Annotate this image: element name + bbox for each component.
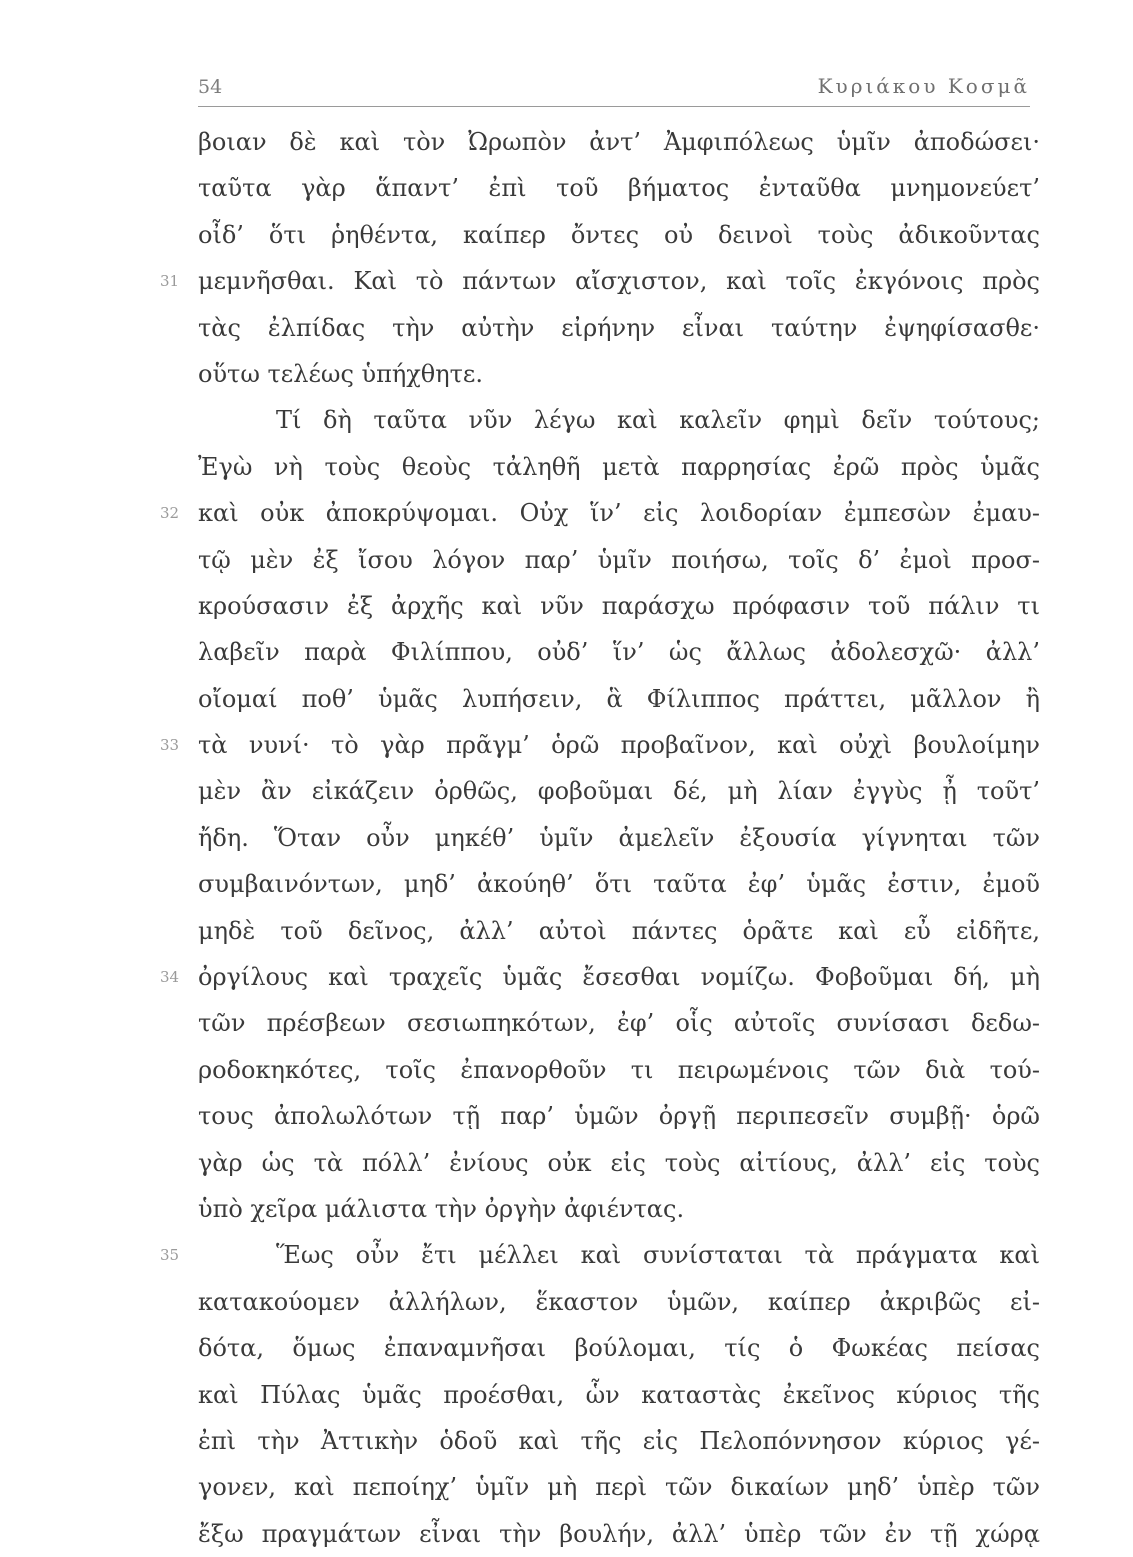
line-text: μεμνῆσθαι. Καὶ τὸ πάντων αἴσχιστον, καὶ τοῖς ἐκγόνοις πρὸς — [198, 267, 1040, 296]
line-text: οἶδ’ ὅτι ῥηθέντα, καίπερ ὄντες οὐ δεινοὶ τοὺς ἀδικοῦντας — [198, 220, 1040, 249]
section-number: 32 — [160, 504, 180, 523]
text-line — [198, 1464, 1040, 1510]
text-line — [198, 305, 1040, 351]
line-text: τὰ νυνί· τὸ γὰρ πρᾶγμ’ ὁρῶ προβαῖνον, καὶ οὐχὶ βουλοίμην — [198, 731, 1040, 760]
line-text: Ἕως οὖν ἔτι μέλλει καὶ συνίσταται τὰ πράγματα καὶ — [276, 1241, 1040, 1270]
text-line — [198, 1140, 1040, 1186]
line-text: βοιαν δὲ καὶ τὸν Ὠρωπὸν ἀντ’ Ἀμφιπόλεως ὑμῖν ἀποδώσει· — [198, 128, 1040, 156]
text-line — [160, 1232, 1040, 1278]
text-line — [198, 908, 1040, 954]
text-line — [160, 954, 1040, 1000]
section-number: 34 — [160, 968, 180, 987]
line-text: ὑπὸ χεῖρα μάλιστα τὴν ὀργὴν ἀφιέντας. — [198, 1194, 685, 1223]
section-number: 33 — [160, 736, 180, 755]
text-line — [198, 861, 1040, 907]
text-line — [160, 722, 1040, 768]
text-line — [198, 768, 1040, 814]
line-text: οἴομαί ποθ’ ὑμᾶς λυπήσειν, ἃ Φίλιππος πράττει, μᾶλλον ἢ — [198, 684, 1040, 713]
line-text: ἤδη. Ὅταν οὖν μηκέθ’ ὑμῖν ἀμελεῖν ἐξουσία γίγνηται τῶν — [198, 823, 1040, 852]
line-text: δότα, ὅμως ἐπαναμνῆσαι βούλομαι, τίς ὁ Φωκέας πείσας — [198, 1334, 1040, 1363]
line-text: καὶ οὐκ ἀποκρύψομαι. Οὐχ ἵν’ εἰς λοιδορίαν ἐμπεσὼν ἐμαυ- — [198, 499, 1040, 528]
text-line — [198, 119, 1040, 165]
text-line — [198, 1186, 1040, 1232]
line-text: ταῦτα γὰρ ἅπαντ’ ἐπὶ τοῦ βήματος ἐνταῦθα μνημονεύετ’ — [198, 174, 1040, 203]
text-line — [198, 444, 1040, 490]
line-text: οὕτω τελέως ὑπήχθητε. — [198, 359, 483, 388]
text-line — [198, 212, 1040, 258]
line-text: κρούσασιν ἐξ ἀρχῆς καὶ νῦν παράσχω πρόφασιν τοῦ πάλιν τι — [198, 591, 1040, 620]
text-line — [198, 1000, 1040, 1046]
text-line — [160, 490, 1040, 536]
line-text: λαβεῖν παρὰ Φιλίππου, οὐδ’ ἵν’ ὡς ἄλλως ἀδολεσχῶ· ἀλλ’ — [198, 638, 1040, 667]
line-text: μηδὲ τοῦ δεῖνος, ἀλλ’ αὐτοὶ πάντες ὁρᾶτε καὶ εὖ εἰδῆτε, — [198, 916, 1040, 945]
line-text: τῶν πρέσβεων σεσιωπηκότων, ἐφ’ οἷς αὐτοῖς συνίσασι δεδω- — [198, 1009, 1040, 1038]
line-text: ἐπὶ τὴν Ἀττικὴν ὁδοῦ καὶ τῆς εἰς Πελοπόννησον κύριος γέ- — [198, 1426, 1040, 1455]
text-line — [198, 1511, 1040, 1557]
line-text: τῷ μὲν ἐξ ἴσου λόγον παρ’ ὑμῖν ποιήσω, τοῖς δ’ ἐμοὶ προσ- — [198, 545, 1040, 574]
line-text: γὰρ ὡς τὰ πόλλ’ ἐνίους οὐκ εἰς τοὺς αἰτίους, ἀλλ’ εἰς τοὺς — [198, 1148, 1040, 1177]
line-text: ἔξω πραγμάτων εἶναι τὴν βουλήν, ἀλλ’ ὑπὲρ τῶν ἐν τῇ χώρᾳ — [198, 1519, 1040, 1548]
text-line — [198, 815, 1040, 861]
text-line — [198, 1093, 1040, 1139]
text-line — [198, 397, 1040, 443]
line-text: Τί δὴ ταῦτα νῦν λέγω καὶ καλεῖν φημὶ δεῖν τούτους; — [276, 406, 1040, 435]
line-text: κατακούομεν ἀλλήλων, ἕκαστον ὑμῶν, καίπερ ἀκριβῶς εἰ- — [198, 1287, 1040, 1316]
text-line — [198, 629, 1040, 675]
section-number: 31 — [160, 272, 180, 291]
text-line — [198, 1279, 1040, 1325]
section-number: 35 — [160, 1246, 180, 1265]
line-text: τους ἀπολωλότων τῇ παρ’ ὑμῶν ὀργῇ περιπεσεῖν συμβῇ· ὁρῶ — [198, 1102, 1040, 1131]
text-line — [198, 583, 1040, 629]
line-text: καὶ Πύλας ὑμᾶς προέσθαι, ὧν καταστὰς ἐκεῖνος κύριος τῆς — [198, 1380, 1040, 1409]
text-line — [198, 676, 1040, 722]
line-text: τὰς ἐλπίδας τὴν αὐτὴν εἰρήνην εἶναι ταύτην ἐψηφίσασθε· — [198, 313, 1040, 342]
line-text: γονεν, καὶ πεποίηχ’ ὑμῖν μὴ περὶ τῶν δικαίων μηδ’ ὑπὲρ τῶν — [198, 1473, 1040, 1502]
line-text: ροδοκηκότες, τοῖς ἐπανορθοῦν τι πειρωμένοις τῶν διὰ τού- — [198, 1055, 1040, 1084]
line-text: συμβαινόντων, μηδ’ ἀκούηθ’ ὅτι ταῦτα ἐφ’ ὑμᾶς ἐστιν, ἐμοῦ — [198, 870, 1040, 899]
text-line — [160, 258, 1040, 304]
running-title: Κυριάκου Κοσμᾶ — [817, 74, 1030, 98]
line-text: ὀργίλους καὶ τραχεῖς ὑμᾶς ἔσεσθαι νομίζω. Φοβοῦμαι δή, μὴ — [198, 963, 1040, 992]
body-text — [160, 119, 1040, 1557]
text-line — [198, 1418, 1040, 1464]
page-header — [198, 72, 1030, 107]
text-line — [198, 1325, 1040, 1371]
line-text: Ἐγὼ νὴ τοὺς θεοὺς τἀληθῆ μετὰ παρρησίας ἐρῶ πρὸς ὑμᾶς — [198, 452, 1040, 481]
text-line — [198, 351, 1040, 397]
line-text: μὲν ἂν εἰκάζειν ὀρθῶς, φοβοῦμαι δέ, μὴ λίαν ἐγγὺς ᾖ τοῦτ’ — [198, 777, 1040, 806]
text-line — [198, 537, 1040, 583]
text-line — [198, 1372, 1040, 1418]
page-number: 54 — [198, 76, 223, 98]
text-line — [198, 165, 1040, 211]
text-line — [198, 1047, 1040, 1093]
